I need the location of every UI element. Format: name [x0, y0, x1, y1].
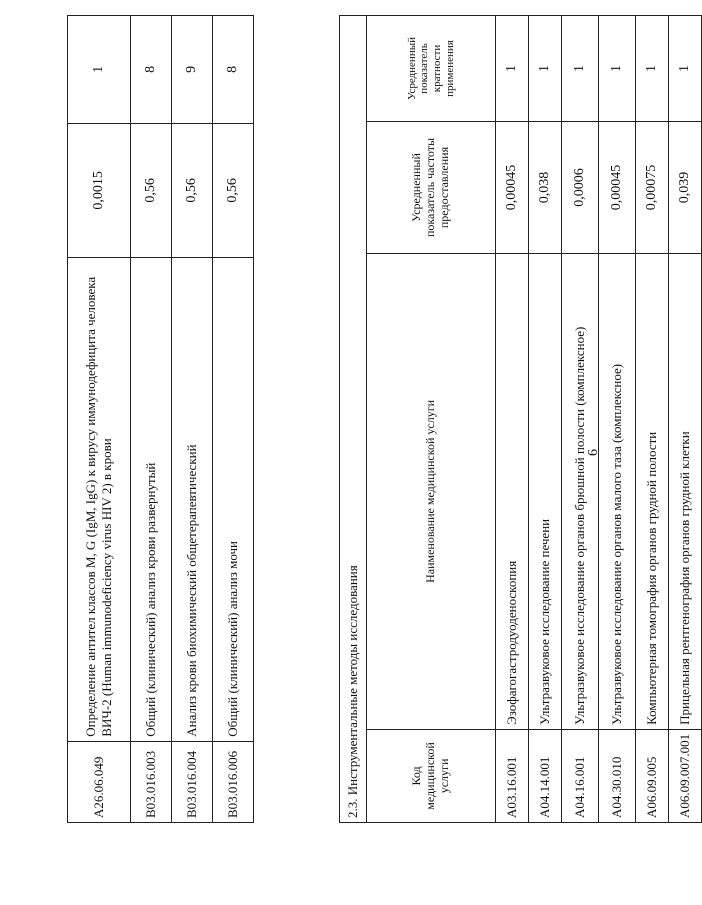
header-row — [367, 16, 496, 823]
frequency-value: 0,56 — [172, 123, 213, 257]
service-code: B03.016.006 — [213, 741, 254, 822]
multiplicity-value: 9 — [172, 16, 213, 124]
frequency-value: 0,00045 — [496, 122, 529, 254]
table-row — [172, 16, 213, 823]
table-row — [529, 16, 562, 823]
instrumental-methods-table — [339, 15, 702, 823]
table-row — [636, 16, 669, 823]
frequency-value: 0,00045 — [599, 122, 636, 254]
service-code: A04.16.001 — [562, 729, 599, 822]
multiplicity-value: 1 — [68, 16, 131, 124]
table-row — [68, 16, 131, 823]
service-name: Определение антител классов M, G (IgM, IgG) к вирусу иммунодефицита человека ВИЧ-2 (Human immunodeficiency virus HIV 2) в крови — [68, 257, 131, 741]
column-header-code: Код медицинской услуги — [367, 729, 496, 822]
section-title: 2.3. Инструментальные методы исследования — [340, 16, 367, 823]
service-name: Ультразвуковое исследование органов малого таза (комплексное) — [599, 253, 636, 729]
table-row — [599, 16, 636, 823]
service-name: Ультразвуковое исследование органов брюшной полости (комплексное) — [562, 253, 599, 729]
frequency-value: 0,039 — [669, 122, 702, 254]
table-row — [562, 16, 599, 823]
service-name: Анализ крови биохимический общетерапевтический — [172, 257, 213, 741]
column-header-multiplicity: Усредненный показатель кратности применения — [367, 16, 496, 122]
multiplicity-value: 1 — [562, 16, 599, 122]
service-code: A04.14.001 — [529, 729, 562, 822]
service-name: Компьютерная томография органов грудной полости — [636, 253, 669, 729]
table-row — [131, 16, 172, 823]
multiplicity-value: 1 — [599, 16, 636, 122]
service-code: A06.09.005 — [636, 729, 669, 822]
frequency-value: 0,0015 — [68, 123, 131, 257]
service-name: Эзофагогастродуоденоскопия — [496, 253, 529, 729]
multiplicity-value: 1 — [529, 16, 562, 122]
multiplicity-value: 8 — [131, 16, 172, 124]
table-row — [669, 16, 702, 823]
service-code: B03.016.003 — [131, 741, 172, 822]
column-header-name: Наименование медицинской услуги — [367, 253, 496, 729]
page-number: 6 — [586, 449, 601, 456]
service-name: Ультразвуковое исследование печени — [529, 253, 562, 729]
service-code: A03.16.001 — [496, 729, 529, 822]
frequency-value: 0,00075 — [636, 122, 669, 254]
section-row — [340, 16, 367, 823]
service-code: A04.30.010 — [599, 729, 636, 822]
column-header-frequency: Усредненный показатель частоты предоставления — [367, 122, 496, 254]
service-code: B03.016.004 — [172, 741, 213, 822]
multiplicity-value: 1 — [669, 16, 702, 122]
service-name: Общий (клинический) анализ крови развернутый — [131, 257, 172, 741]
frequency-value: 0,038 — [529, 122, 562, 254]
frequency-value: 0,56 — [131, 123, 172, 257]
service-code: A06.09.007.001 — [669, 729, 702, 822]
frequency-value: 0,0006 — [562, 122, 599, 254]
frequency-value: 0,56 — [213, 123, 254, 257]
service-name: Общий (клинический) анализ мочи — [213, 257, 254, 741]
multiplicity-value: 8 — [213, 16, 254, 124]
services-table-continued — [67, 15, 254, 823]
table-row — [213, 16, 254, 823]
service-code: A26.06.049 — [68, 741, 131, 822]
table-row — [496, 16, 529, 823]
multiplicity-value: 1 — [636, 16, 669, 122]
service-name: Прицельная рентгенография органов грудной клетки — [669, 253, 702, 729]
multiplicity-value: 1 — [496, 16, 529, 122]
